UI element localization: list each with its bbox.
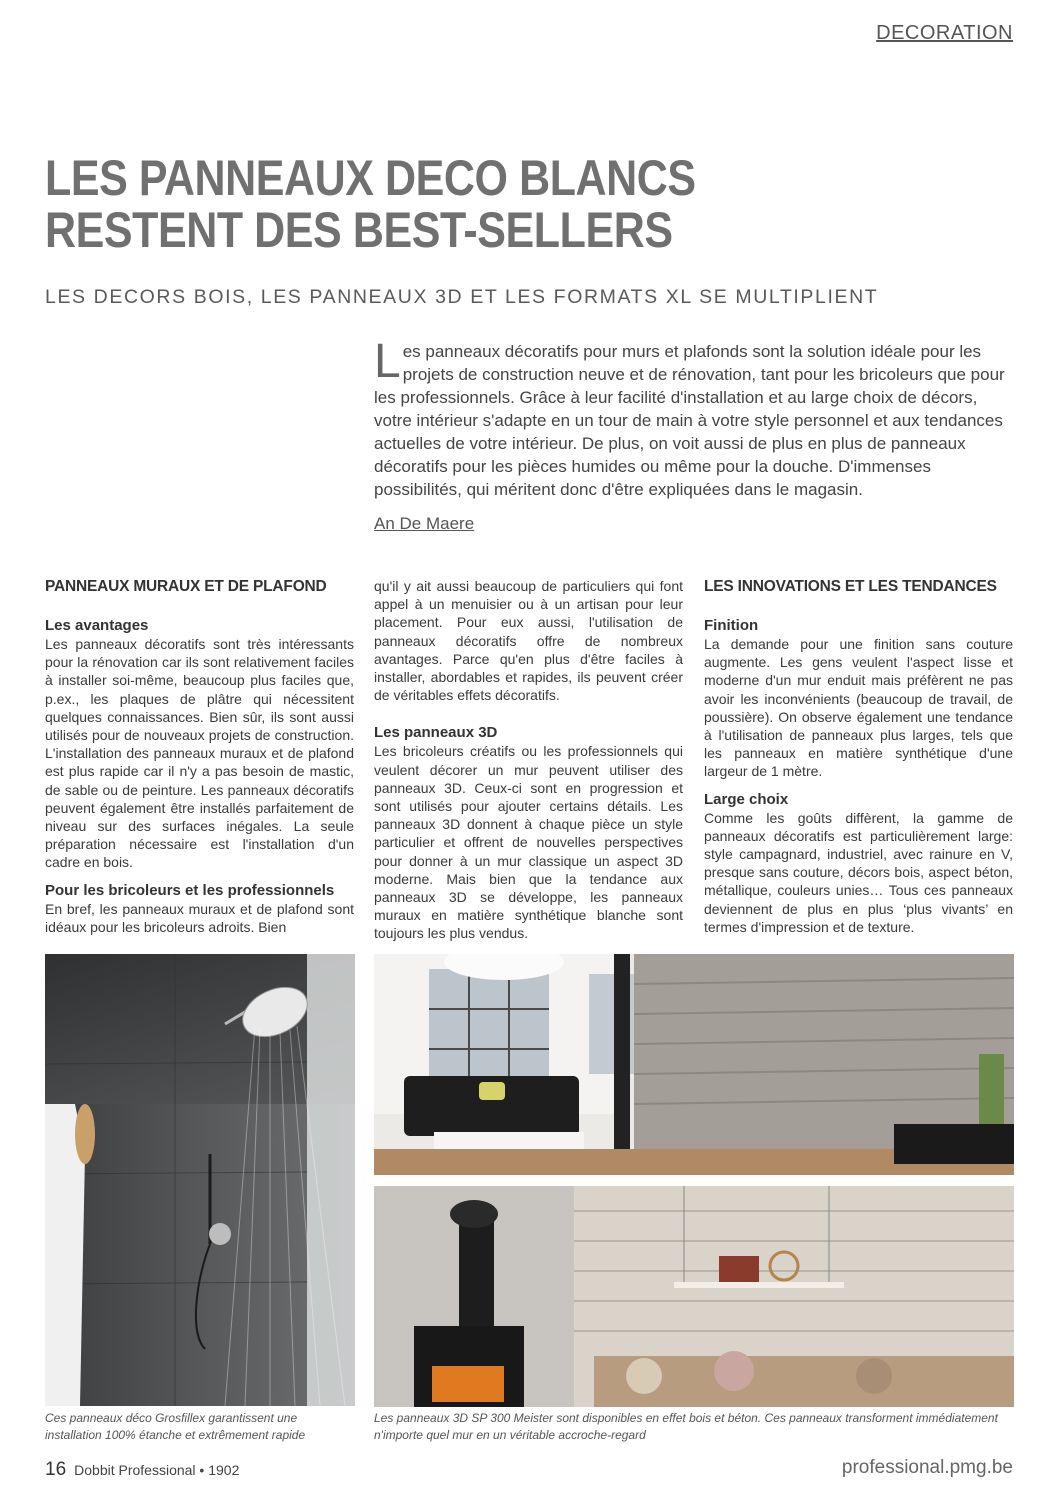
subheading: Pour les bricoleurs et les professionnels <box>45 881 335 899</box>
article-subtitle: LES DECORS BOIS, LES PANNEAUX 3D ET LES FORMATS XL SE MULTIPLIENT <box>45 286 879 308</box>
paragraph: Comme les goûts diffèrent, la gamme de panneaux décoratifs est particulièrement large: style campagnard, industriel, avec rainure en V, presque sans couture, décors bois, aspect béton, métallique, couleurs unies… Tous ces panneaux deviennent de plus en plus ‘plus vivants’ en termes d'impression et de texture. <box>704 809 1013 935</box>
column-3 <box>704 577 1013 946</box>
section-heading: PANNEAUX MURAUX ET DE PLAFOND <box>45 578 327 595</box>
paragraph: Les panneaux décoratifs sont très intéressants pour la rénovation car ils sont relativement faciles à installer soi-même, beaucoup plus faciles que, p.ex., les plaques de plâtre qui nécessitent quelques connaissances. Bien sûr, ils sont aussi utilisés pour de nouveaux projets de construction. L'installation des panneaux muraux et de plafond est plus rapide car il n'y a pas besoin de mastic, de sable ou de peinture. Les panneaux décoratifs peuvent également être installés parfaitement de niveau sur des surfaces inégales. La seule préparation nécessaire est l'installation d'un cadre en bois. <box>45 636 354 871</box>
column-2 <box>374 577 683 953</box>
section-label: DECORATION <box>876 22 1013 44</box>
subheading: Finition <box>704 617 759 634</box>
section-heading: LES INNOVATIONS ET LES TENDANCES <box>704 578 997 595</box>
paragraph: La demande pour une finition sans couture augmente. Les gens veulent l'aspect lisse et moderne d'un mur enduit mais préfèrent ne pas avoir les inconvénients (beaucoup de travail, de poussière). On observe également une tendance à l'utilisation de panneaux plus larges, tels que les panneaux en matière synthétique d'une largeur de 1 mètre. <box>704 636 1013 780</box>
footer-website-link[interactable]: professional.pmg.be <box>841 1457 1013 1478</box>
subheading: Large choix <box>704 790 789 808</box>
author-link[interactable]: An De Maere <box>374 514 475 533</box>
paragraph: Les bricoleurs créatifs ou les professionnels qui veulent décorer un mur peuvent utiliser des panneaux 3D. Ceux-ci sont en progression et sont utilisés pour ajouter certains détails. Les panneaux 3D donnent à chaque pièce un style particulier et offrent de nouvelles perspectives pour donner à un mur classique un aspect 3D moderne. Mais bien que la tendance aux panneaux 3D se développe, les panneaux muraux en matière synthétique blanche sont toujours les plus vendus. <box>374 743 683 942</box>
shower-photo <box>45 954 355 1406</box>
article-intro <box>374 335 1014 501</box>
drop-cap: L <box>374 335 401 388</box>
article-title: LES PANNEAUX DECO BLANCS RESTENT DES BEST-SELLERS <box>45 150 696 258</box>
paragraph: qu'il y ait aussi beaucoup de particuliers qui font appel à un menuisier ou à un artisan pour leur placement. Pour eux aussi, l'utilisation de panneaux décoratifs offre de nombreux avantages. Parce qu'en plus d'être faciles à installer, abordables et rapides, ils peuvent créer de véritables effets décoratifs. <box>374 578 683 704</box>
stove-photo <box>374 1186 1014 1407</box>
page-number: 16 <box>45 1459 67 1480</box>
stove-photo-caption: Les panneaux 3D SP 300 Meister sont disponibles en effet bois et béton. Ces panneaux transforment immédiatement n'importe quel mur en un véritable accroche-regard <box>374 1411 998 1442</box>
intro-text: es panneaux décoratifs pour murs et plafonds sont la solution idéale pour les projets de construction neuve et de rénovation, tant pour les bricoleurs que pour les professionnels. Grâce à leur facilité d'installation et au large choix de décors, votre intérieur s'adapte en un tour de main à votre style personnel et aux tendances actuelles de votre intérieur. De plus, on voit aussi de plus en plus de panneaux décoratifs pour les pièces humides ou même pour la douche. D'immenses possibilités, qui méritent donc d'être expliquées dans le magasin. <box>374 342 1005 499</box>
publication-name: Dobbit Professional • 1902 <box>74 1462 240 1478</box>
subheading: Les avantages <box>45 617 149 634</box>
subheading: Les panneaux 3D <box>374 724 498 742</box>
footer-publication <box>45 1459 239 1481</box>
column-1 <box>45 577 354 946</box>
paragraph: En bref, les panneaux muraux et de plafond sont idéaux pour les bricoleurs adroits. Bien <box>45 900 354 935</box>
shower-photo-caption: Ces panneaux déco Grosfillex garantissent une installation 100% étanche et extrêmement rapide <box>45 1411 306 1442</box>
living-room-photo <box>374 954 1014 1175</box>
